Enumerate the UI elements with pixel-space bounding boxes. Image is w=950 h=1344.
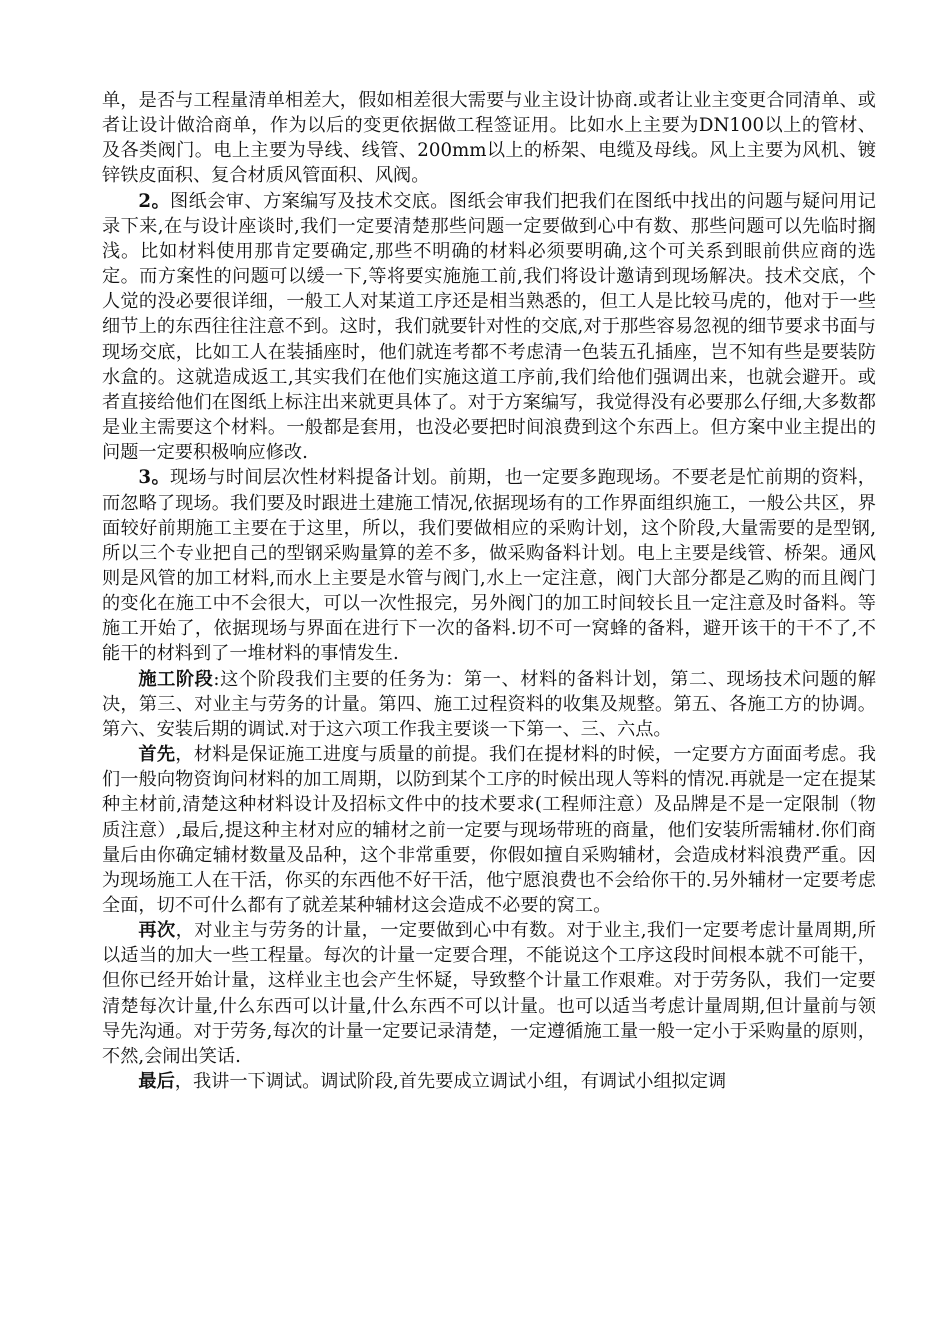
paragraph-material-plan <box>102 465 876 666</box>
paragraph-heading: 最后 <box>138 1071 175 1093</box>
paragraph-text: ，对业主与劳务的计量，一定要做到心中有数。对于业主,我们一定要考虑计量周期,所以适当的加大一些工程量。每次的计量一定要合理，不能说这个工序这段时间根本就不可能干，但你已经开始计量，这样业主也会产生怀疑，导致整个计量工作艰难。对于劳务队，我们一定要清楚每次计量,什么东西可以计量,什么东西不可以计量。也可以适当考虑计量周期,但计量前与领导先沟通。对于劳务,每次的计量一定要记录清楚，一定遵循施工量一般一定小于采购量的原则，不然,会闹出笑话. <box>102 920 876 1067</box>
paragraph-number: 3。 <box>138 467 171 489</box>
paragraph-heading: 首先 <box>138 744 176 766</box>
paragraph-text: ，材料是保证施工进度与质量的前提。我们在提材料的时候，一定要方方面面考虑。我们一般向物资询问材料的加工周期，以防到某个工序的时候出现人等料的情况.再就是一定在提某种主材前,清楚这种材料设计及招标文件中的技术要求(工程师注意）及品牌是不是一定限制（物质注意）,最后,提这种主材对应的辅材之前一定要与现场带班的商量，他们安装所需辅材.你们商量后由你确定辅材数量及品种，这个非常重要，你假如擅自采购辅材，会造成材料浪费严重。因为现场施工人在干活，你买的东西他不好干活，他宁愿浪费也不会给你干的.另外辅材一定要考虑全面，切不可什么都有了就差某种辅材这会造成不必要的窝工。 <box>102 744 876 916</box>
paragraph-number: 2。 <box>138 190 171 212</box>
paragraph-text: :这个阶段我们主要的任务为：第一、材料的备料计划，第二、现场技术问题的解决，第三、对业主与劳务的计量。第四、施工过程资料的收集及规整。第五、各施工方的协调。第六、安装后期的调试.对于这六项工作我主要谈一下第一、三、六点。 <box>102 668 876 740</box>
paragraph-text: 图纸会审、方案编写及技术交底。图纸会审我们把我们在图纸中找出的问题与疑问用记录下来,在与设计座谈时,我们一定要清楚那些问题一定要做到心中有数、那些问题可以先临时搁浅。比如材料使用那肯定要确定,那些不明确的材料必须要明确,这个可关系到眼前供应商的选定。而方案性的问题可以缓一下,等将要实施施工前,我们将设计邀请到现场解决。技术交底，个人觉的没必要很详细，一般工人对某道工序还是相当熟悉的，但工人是比较马虎的，他对于一些细节上的东西往往注意不到。这时，我们就要针对性的交底,对于那些容易忽视的细节要求书面与现场交底，比如工人在装插座时，他们就连考都不考虑清一色装五孔插座，岂不知有些是要装防水盒的。这就造成返工,其实我们在他们实施这道工序前,我们给他们强调出来，也就会避开。或者直接给他们在图纸上标注出来就更具体了。对于方案编写，我觉得没有必要那么仔细,大多数都是业主需要这个材料。一般都是套用，也没必要把时间浪费到这个东西上。但方案中业主提出的问题一定要积极响应修改. <box>102 190 876 464</box>
paragraph-first-point <box>102 742 876 918</box>
paragraph-construction-phase <box>102 667 876 742</box>
paragraph-last-point <box>102 1069 876 1094</box>
document-page <box>102 88 876 1094</box>
paragraph-text: 单，是否与工程量清单相差大，假如相差很大需要与业主设计协商.或者让业主变更合同清单、或者让设计做洽商单，作为以后的变更依据做工程签证用。比如水上主要为DN100以上的管材、及各类阀门。电上主要为导线、线管、200mm以上的桥架、电缆及母线。风上主要为风机、镀锌铁皮面积、复合材质风管面积、风阀。 <box>102 90 876 187</box>
paragraph-text: 现场与时间层次性材料提备计划。前期，也一定要多跑现场。不要老是忙前期的资料，而忽略了现场。我们要及时跟进土建施工情况,依据现场有的工作界面组织施工，一般公共区，界面较好前期施工主要在于这里，所以，我们要做相应的采购计划，这个阶段,大量需要的是型钢,所以三个专业把自己的型钢采购量算的差不多，做采购备料计划。电上主要是线管、桥架。通风则是风管的加工材料,而水上主要是水管与阀门,水上一定注意，阀门大部分都是乙购的而且阀门的变化在施工中不会很大，可以一次性报完，另外阀门的加工时间较长且一定注意及时备料。等施工开始了，依据现场与界面在进行下一次的备料.切不可一窝蜂的备料，避开该干的干不了,不能干的材料到了一堆材料的事情发生. <box>102 467 876 665</box>
paragraph-second-point <box>102 918 876 1069</box>
paragraph-text: ，我讲一下调试。调试阶段,首先要成立调试小组，有调试小组拟定调 <box>174 1071 727 1093</box>
paragraph-heading: 施工阶段 <box>138 668 214 690</box>
paragraph-continuation <box>102 88 876 189</box>
paragraph-heading: 再次 <box>138 920 176 942</box>
paragraph-drawing-review <box>102 189 876 466</box>
